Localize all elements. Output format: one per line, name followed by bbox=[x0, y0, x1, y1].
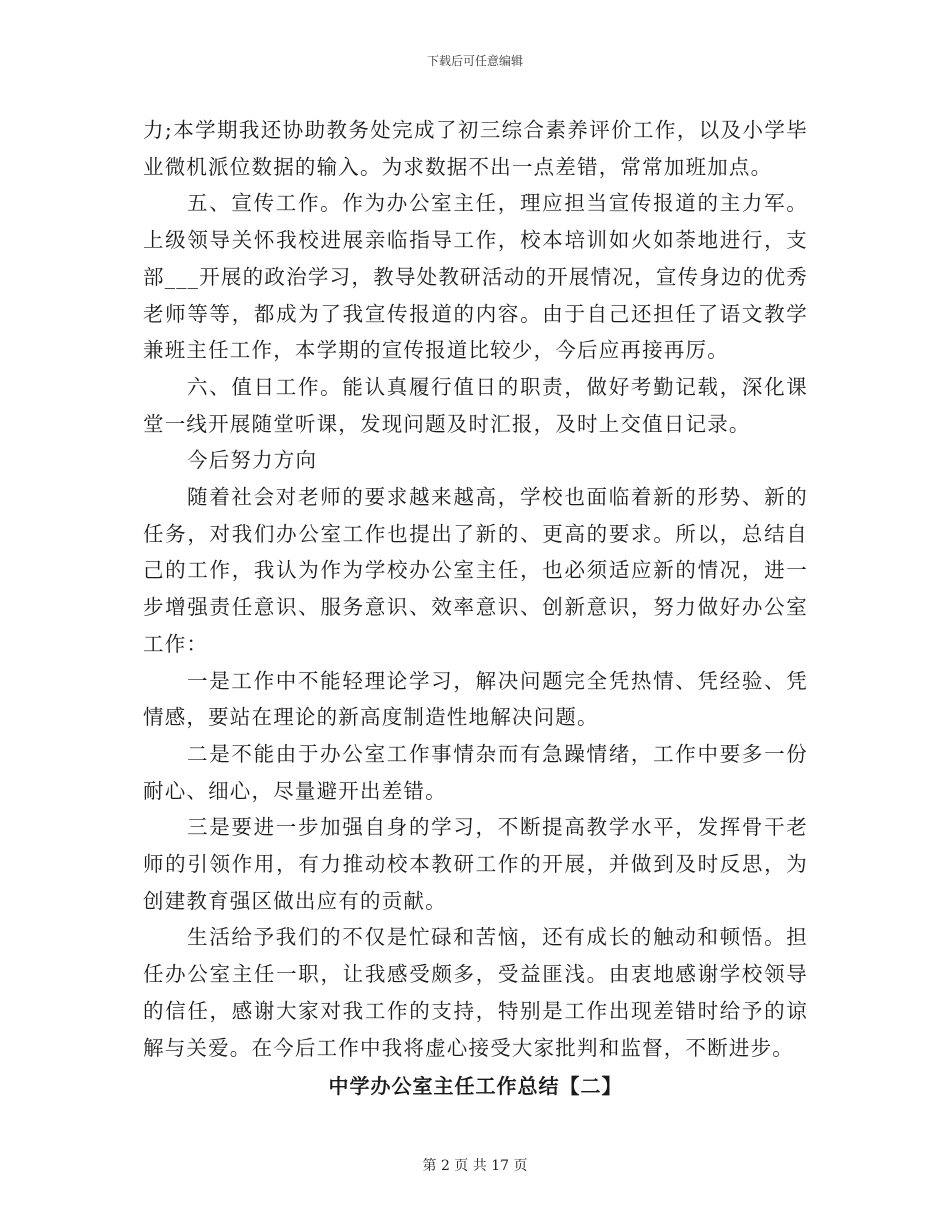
paragraph: 一是工作中不能轻理论学习，解决问题完全凭热情、凭经验、凭情感，要站在理论的新高度制造性地解决问题。 bbox=[143, 668, 808, 730]
paragraph: 六、值日工作。能认真履行值日的职责，做好考勤记载，深化课堂一线开展随堂听课，发现问题及时汇报，及时上交值日记录。 bbox=[143, 374, 808, 436]
page-number: 第 2 页 共 17 页 bbox=[422, 1158, 528, 1174]
section-title: 中学办公室主任工作总结【二】 bbox=[328, 1074, 623, 1099]
paragraph: 二是不能由于办公室工作事情杂而有急躁情绪，工作中要多一份耐心、细心，尽量避开出差错。 bbox=[143, 741, 808, 803]
paragraph: 三是要进一步加强自身的学习，不断提高教学水平，发挥骨干老师的引领作用，有力推动校本教研工作的开展，并做到及时反思，为创建教育强区做出应有的贡献。 bbox=[143, 815, 808, 913]
paragraph: 随着社会对老师的要求越来越高，学校也面临着新的形势、新的任务，对我们办公室工作也提出了新的、更高的要求。所以，总结自己的工作，我认为作为学校办公室主任，也必须适应新的情况，进一步增强责任意识、服务意识、效率意识、创新意识，努力做好办公室工作： bbox=[143, 485, 808, 656]
document-body bbox=[143, 112, 808, 1104]
paragraph: 今后努力方向 bbox=[187, 448, 318, 473]
paragraph: 生活给予我们的不仅是忙碌和苦恼，还有成长的触动和顿悟。担任办公室主任一职，让我感受颇多，受益匪浅。由衷地感谢学校领导的信任，感谢大家对我工作的支持，特别是工作出现差错时给予的谅解与关爱。在今后工作中我将虚心接受大家批判和监督，不断进步。 bbox=[143, 925, 808, 1060]
paragraph: 力;本学期我还协助教务处完成了初三综合素养评价工作，以及小学毕业微机派位数据的输入。为求数据不出一点差错，常常加班加点。 bbox=[143, 118, 808, 179]
paragraph: 五、宣传工作。作为办公室主任，理应担当宣传报道的主力军。上级领导关怀我校进展亲临指导工作，校本培训如火如荼地进行，支部___开展的政治学习，教导处教研活动的开展情况，宣传身边的优秀老师等等，都成为了我宣传报道的内容。由于自己还担任了语文教学兼班主任工作，本学期的宣传报道比较少，今后应再接再厉。 bbox=[143, 191, 808, 363]
page-header: 下载后可任意编辑 bbox=[426, 54, 523, 68]
